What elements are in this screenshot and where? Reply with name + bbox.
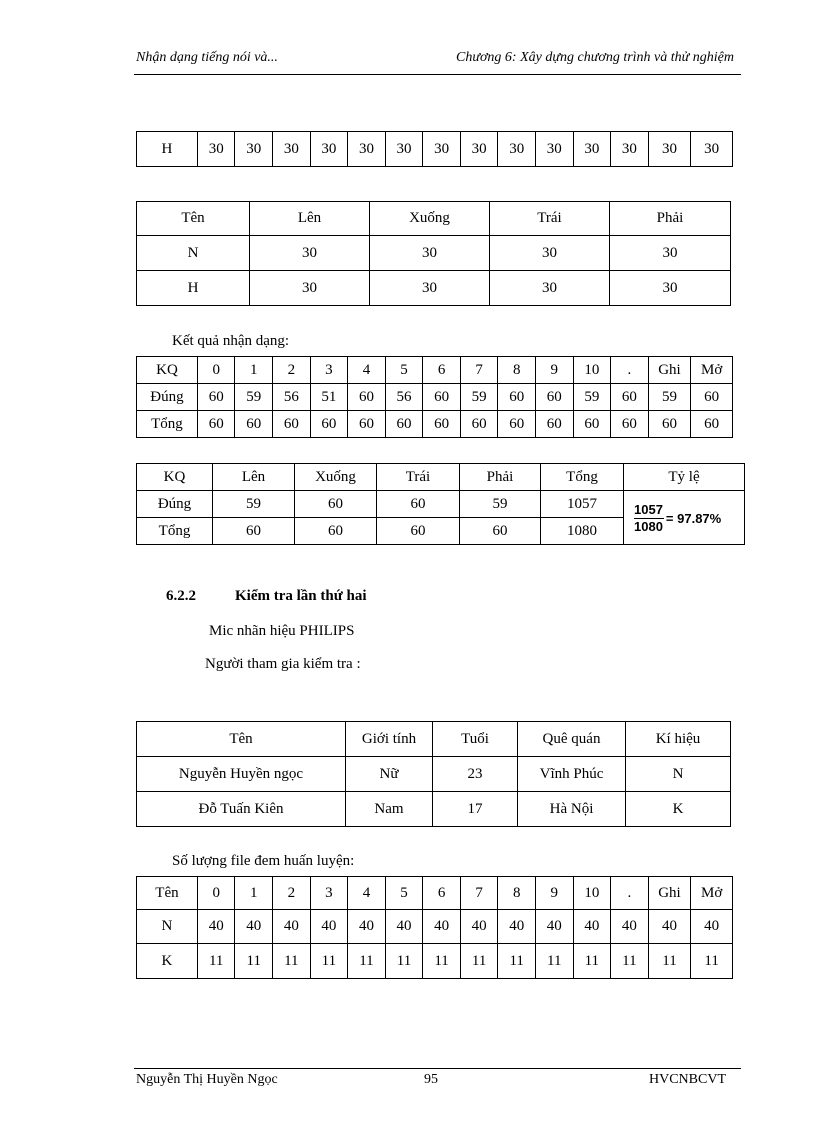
table-cell: 30 <box>370 271 490 306</box>
table-cell: 59 <box>573 384 611 411</box>
ratio-numerator: 1057 <box>634 501 663 517</box>
ratio-denominator: 1080 <box>634 518 663 534</box>
table-cell: 51 <box>310 384 348 411</box>
table-cell: 30 <box>691 132 733 167</box>
column-header: Mở <box>691 877 733 910</box>
table-cell: 30 <box>273 132 311 167</box>
table-cell: 40 <box>310 910 348 944</box>
column-header: Trái <box>490 202 610 236</box>
table-cell: 11 <box>385 944 423 979</box>
table-cell: H <box>137 271 250 306</box>
table-cell: 11 <box>197 944 235 979</box>
column-header: Lên <box>250 202 370 236</box>
table-cell: 30 <box>370 236 490 271</box>
table-cell: 30 <box>348 132 386 167</box>
column-header: Tỷ lệ <box>624 464 745 491</box>
column-header: Ghi <box>648 877 691 910</box>
page-number: 95 <box>424 1072 438 1087</box>
table-cell: 60 <box>498 411 536 438</box>
table-cell: 60 <box>498 384 536 411</box>
table-cell: 1057 <box>541 491 624 518</box>
header-rule <box>134 74 741 75</box>
column-header: 8 <box>498 877 536 910</box>
column-header: Phải <box>460 464 541 491</box>
table-cell: 60 <box>691 384 733 411</box>
column-header: 1 <box>235 877 273 910</box>
table-cell: H <box>137 132 198 167</box>
table-1 <box>136 131 733 167</box>
table-cell: 60 <box>295 518 377 545</box>
table-cell: 11 <box>423 944 461 979</box>
table-cell: 11 <box>273 944 311 979</box>
table-cell: 30 <box>310 132 348 167</box>
ratio-fraction <box>634 503 721 534</box>
column-header: KQ <box>137 357 198 384</box>
column-header: 3 <box>310 357 348 384</box>
table-cell: 60 <box>611 411 649 438</box>
table-cell: 60 <box>295 491 377 518</box>
table-cell: 1080 <box>541 518 624 545</box>
table-cell: 40 <box>348 910 386 944</box>
table-row <box>137 910 733 944</box>
participants-line: Người tham gia kiểm tra : <box>205 656 361 672</box>
footer-rule <box>134 1068 741 1069</box>
table-cell: Nam <box>346 792 433 827</box>
column-header: Trái <box>377 464 460 491</box>
column-header: 4 <box>348 357 386 384</box>
column-header: 0 <box>197 877 235 910</box>
table-cell: 40 <box>691 910 733 944</box>
table-cell: 60 <box>197 384 235 411</box>
table-cell: 59 <box>235 384 273 411</box>
column-header: 5 <box>385 357 423 384</box>
table-cell: 60 <box>423 411 461 438</box>
column-header: Lên <box>213 464 295 491</box>
column-header: 10 <box>573 357 611 384</box>
table-3 <box>136 356 733 438</box>
footer-institution: HVCNBCVT <box>648 1072 726 1087</box>
column-header: 7 <box>460 877 498 910</box>
table-cell: 30 <box>611 132 649 167</box>
table-cell: Đỗ Tuấn Kiên <box>137 792 346 827</box>
table-row <box>137 411 733 438</box>
table-cell: 30 <box>197 132 235 167</box>
column-header: 10 <box>573 877 611 910</box>
table-header-row <box>137 202 731 236</box>
table-cell: 60 <box>573 411 611 438</box>
header-left: Nhận dạng tiếng nói và... <box>136 50 278 65</box>
column-header: 9 <box>535 877 573 910</box>
table-cell: 11 <box>573 944 611 979</box>
table-cell: 60 <box>377 491 460 518</box>
table-cell: 60 <box>197 411 235 438</box>
table-cell: 30 <box>490 236 610 271</box>
table-header-row <box>137 464 745 491</box>
table-cell: N <box>137 236 250 271</box>
table-6 <box>136 876 733 979</box>
table-cell: 30 <box>235 132 273 167</box>
table-cell: 30 <box>610 236 731 271</box>
column-header: 6 <box>423 357 461 384</box>
table-cell: 11 <box>648 944 691 979</box>
table-cell: 60 <box>460 411 498 438</box>
table-row <box>137 757 731 792</box>
table-cell: 60 <box>310 411 348 438</box>
table-cell: 40 <box>423 910 461 944</box>
table-cell: 11 <box>611 944 649 979</box>
table-cell: N <box>137 910 198 944</box>
table-cell: 11 <box>460 944 498 979</box>
column-header: Mở <box>691 357 733 384</box>
column-header: Xuống <box>295 464 377 491</box>
table-cell: 11 <box>691 944 733 979</box>
column-header: Phải <box>610 202 731 236</box>
column-header: . <box>611 357 649 384</box>
table-cell: 40 <box>460 910 498 944</box>
table-cell: 59 <box>460 491 541 518</box>
table-cell: 59 <box>213 491 295 518</box>
column-header: 0 <box>197 357 235 384</box>
files-label: Số lượng file đem huấn luyện: <box>172 853 355 869</box>
section-number: 6.2.2 <box>166 588 196 604</box>
column-header: Tên <box>137 877 198 910</box>
table-cell: 30 <box>460 132 498 167</box>
footer-author: Nguyễn Thị Huyền Ngọc <box>136 1072 278 1087</box>
table-cell: 30 <box>250 271 370 306</box>
table-cell: 40 <box>273 910 311 944</box>
table-cell: Nữ <box>346 757 433 792</box>
table-row <box>137 236 731 271</box>
table-row <box>137 132 733 167</box>
table-cell: 30 <box>385 132 423 167</box>
column-header: 1 <box>235 357 273 384</box>
table-cell: 11 <box>348 944 386 979</box>
table-cell: 60 <box>691 411 733 438</box>
table-cell: 40 <box>611 910 649 944</box>
table-cell: 60 <box>611 384 649 411</box>
column-header: Ghi <box>648 357 691 384</box>
column-header: Tổng <box>541 464 624 491</box>
column-header: 6 <box>423 877 461 910</box>
table-cell: K <box>626 792 731 827</box>
table-cell: 30 <box>423 132 461 167</box>
table-cell: 40 <box>385 910 423 944</box>
table-cell: 56 <box>273 384 311 411</box>
column-header: . <box>611 877 649 910</box>
table-cell: 59 <box>460 384 498 411</box>
table-cell: 60 <box>348 411 386 438</box>
table-cell: 40 <box>648 910 691 944</box>
table-cell: 60 <box>348 384 386 411</box>
table-cell: Nguyễn Huyền ngọc <box>137 757 346 792</box>
table-row <box>137 944 733 979</box>
table-cell: 30 <box>250 236 370 271</box>
table-cell: 60 <box>535 384 573 411</box>
column-header: Tuổi <box>433 722 518 757</box>
column-header: 4 <box>348 877 386 910</box>
table-cell: 40 <box>498 910 536 944</box>
table-cell: 60 <box>460 518 541 545</box>
table-cell: 60 <box>213 518 295 545</box>
column-header: 8 <box>498 357 536 384</box>
results-label: Kết quả nhận dạng: <box>172 333 290 349</box>
mic-line: Mic nhãn hiệu PHILIPS <box>209 623 355 639</box>
column-header: KQ <box>137 464 213 491</box>
table-cell: 11 <box>235 944 273 979</box>
table-5 <box>136 721 731 827</box>
header-right: Chương 6: Xây dựng chương trình và thử nghiệm <box>455 50 734 65</box>
table-cell: 30 <box>573 132 611 167</box>
column-header: Tên <box>137 202 250 236</box>
table-row <box>137 792 731 827</box>
column-header: Giới tính <box>346 722 433 757</box>
table-cell: 30 <box>610 271 731 306</box>
table-cell: 30 <box>535 132 573 167</box>
table-cell: 30 <box>498 132 536 167</box>
table-cell: 56 <box>385 384 423 411</box>
table-cell: 40 <box>535 910 573 944</box>
table-header-row <box>137 722 731 757</box>
table-cell: Đúng <box>137 384 198 411</box>
table-cell: 17 <box>433 792 518 827</box>
table-cell: N <box>626 757 731 792</box>
table-cell: 40 <box>235 910 273 944</box>
table-header-row <box>137 877 733 910</box>
table-cell: 60 <box>235 411 273 438</box>
column-header: Kí hiệu <box>626 722 731 757</box>
table-cell: 11 <box>535 944 573 979</box>
table-cell: 60 <box>423 384 461 411</box>
table-2 <box>136 201 731 306</box>
table-cell: 59 <box>648 384 691 411</box>
column-header: 2 <box>273 357 311 384</box>
column-header: 2 <box>273 877 311 910</box>
table-cell: 60 <box>648 411 691 438</box>
table-cell: 30 <box>648 132 691 167</box>
column-header: 9 <box>535 357 573 384</box>
table-row <box>137 384 733 411</box>
table-cell: 40 <box>573 910 611 944</box>
table-cell: 60 <box>273 411 311 438</box>
table-row <box>137 491 745 518</box>
table-cell: K <box>137 944 198 979</box>
column-header: 3 <box>310 877 348 910</box>
column-header: 5 <box>385 877 423 910</box>
table-4 <box>136 463 745 545</box>
table-row <box>137 271 731 306</box>
column-header: Xuống <box>370 202 490 236</box>
column-header: 7 <box>460 357 498 384</box>
column-header: Tên <box>137 722 346 757</box>
table-cell: 60 <box>385 411 423 438</box>
table-header-row <box>137 357 733 384</box>
table-cell: 60 <box>535 411 573 438</box>
table-cell: 23 <box>433 757 518 792</box>
table-cell: 30 <box>490 271 610 306</box>
table-cell: Đúng <box>137 491 213 518</box>
section-title: Kiểm tra lần thứ hai <box>235 588 367 604</box>
table-cell: Tổng <box>137 411 198 438</box>
table-cell: Hà Nội <box>518 792 626 827</box>
table-cell: 40 <box>197 910 235 944</box>
column-header: Quê quán <box>518 722 626 757</box>
table-cell: 11 <box>310 944 348 979</box>
table-cell: Tổng <box>137 518 213 545</box>
table-cell: Vĩnh Phúc <box>518 757 626 792</box>
table-cell: 11 <box>498 944 536 979</box>
table-cell: 60 <box>377 518 460 545</box>
ratio-result: = 97.87% <box>665 510 722 526</box>
ratio-cell <box>624 491 745 545</box>
